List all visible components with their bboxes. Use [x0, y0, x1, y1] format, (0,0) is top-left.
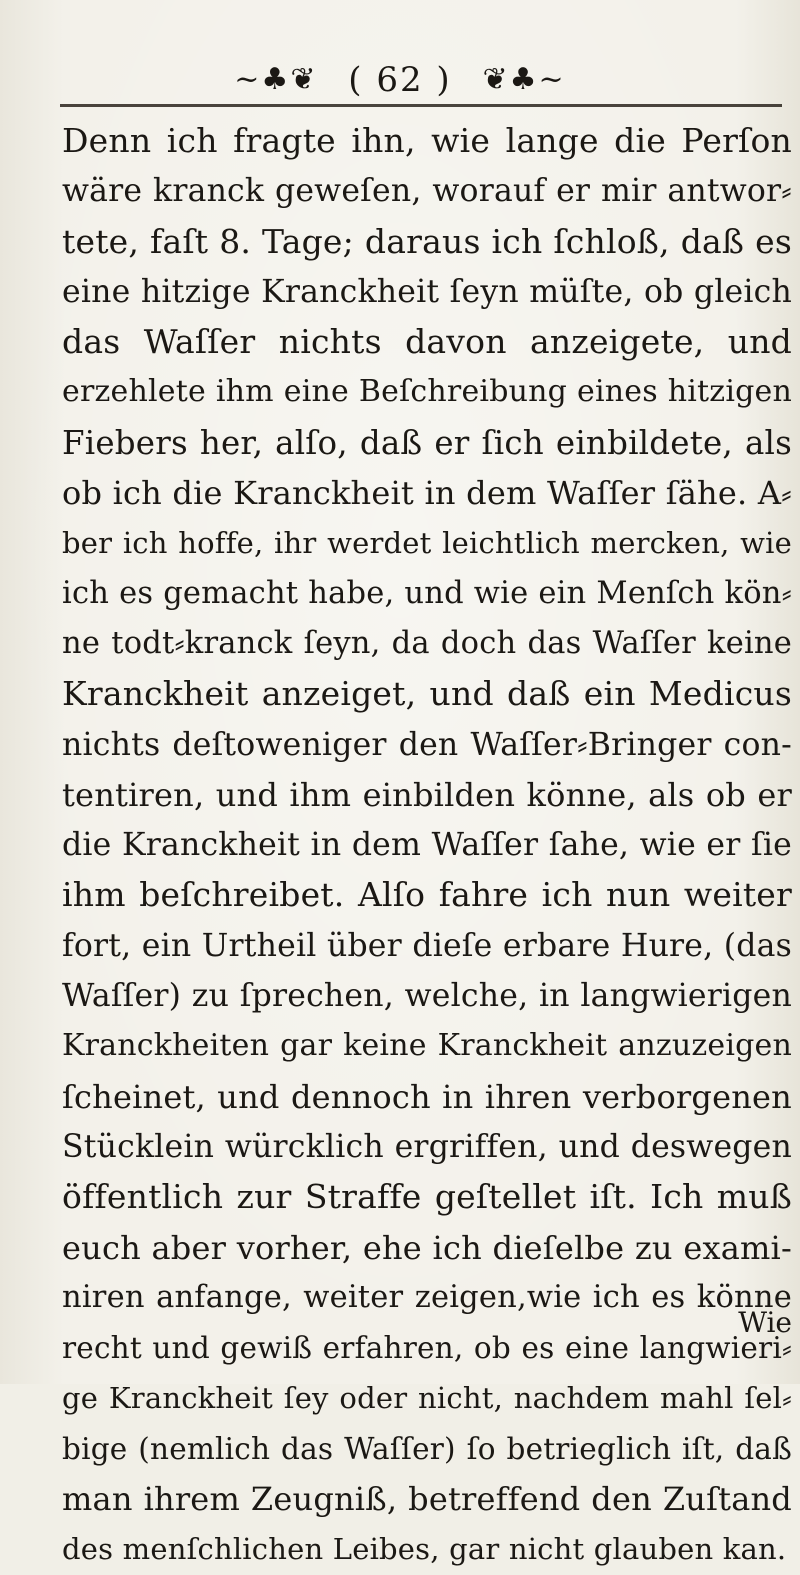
page-number: ( 62 ) — [348, 60, 452, 100]
text-line: niren anfange, weiter zeigen,wie ich es könne — [62, 1279, 792, 1315]
text-line: eine hitzige Kranckheit ſeyn müſte, ob gleich — [62, 273, 792, 310]
text-line: die Kranckheit in dem Waſſer ſahe, wie er ſie — [62, 827, 792, 864]
body-text — [62, 116, 792, 1575]
header-ornament-right: ❦♣~ — [482, 62, 566, 97]
text-line: tentiren, und ihm einbilden könne, als ob er — [62, 775, 792, 814]
page-header — [0, 58, 800, 100]
header-rule — [60, 104, 782, 107]
catchword: Wie — [738, 1306, 792, 1339]
text-line: ihm beſchreibet. Alſo fahre ich nun weiter — [62, 875, 792, 915]
text-line: bige (nemlich das Waſſer) ſo betrieglich iſt, daß — [62, 1431, 792, 1466]
text-line: Denn ich fragte ihn, wie lange die Perſon — [62, 121, 792, 160]
text-line: euch aber vorher, ehe ich dieſelbe zu exami- — [62, 1228, 792, 1267]
text-line: Kranckheiten gar keine Kranckheit anzuzeigen — [62, 1028, 792, 1064]
header-ornament-left: ~♣❦ — [234, 62, 318, 97]
text-line: das Waſſer nichts davon anzeigete, und — [62, 322, 792, 362]
text-line: ob ich die Kranckheit in dem Waſſer ſähe. A⸗ — [62, 474, 792, 513]
text-line: des menſchlichen Leibes, gar nicht glauben kan. — [62, 1532, 787, 1567]
text-line: öffentlich zur Straffe geſtellet iſt. Ich muß — [62, 1177, 792, 1217]
text-line: man ihrem Zeugniß, betreffend den Zuſtand — [62, 1480, 792, 1519]
text-line: tete, faſt 8. Tage; daraus ich ſchloß, daß es — [62, 221, 792, 261]
text-line: Stücklein würcklich ergriffen, und deswegen — [62, 1128, 792, 1165]
text-line: fort, ein Urtheil über dieſe erbare Hure, (das — [62, 927, 792, 964]
text-line: ne todt⸗kranck ſeyn, da doch das Waſſer keine — [62, 625, 792, 661]
text-line: Waſſer) zu ſprechen, welche, in langwierigen — [62, 978, 792, 1015]
text-line: erzehlete ihm eine Beſchreibung eines hitzigen — [62, 374, 792, 410]
text-line: wäre kranck geweſen, worauf er mir antwor⸗ — [62, 173, 792, 210]
text-line: ge Kranckheit ſey oder nicht, nachdem mahl ſel⸗ — [62, 1381, 792, 1416]
text-line: recht und gewiß erfahren, ob es eine langwieri⸗ — [62, 1331, 792, 1366]
text-line: ich es gemacht habe, und wie ein Menſch kön⸗ — [62, 575, 792, 611]
text-line: Kranckheit anzeiget, und daß ein Medicus — [62, 674, 792, 714]
text-line: ſcheinet, und dennoch in ihren verborgenen — [62, 1077, 792, 1116]
text-line: ber ich hoffe, ihr werdet leichtlich mercken, wie — [62, 526, 792, 561]
text-line: Fiebers her, alſo, daß er ſich einbildete, als — [62, 423, 792, 462]
text-line: nichts deſtoweniger den Waſſer⸗Bringer con- — [62, 726, 792, 763]
